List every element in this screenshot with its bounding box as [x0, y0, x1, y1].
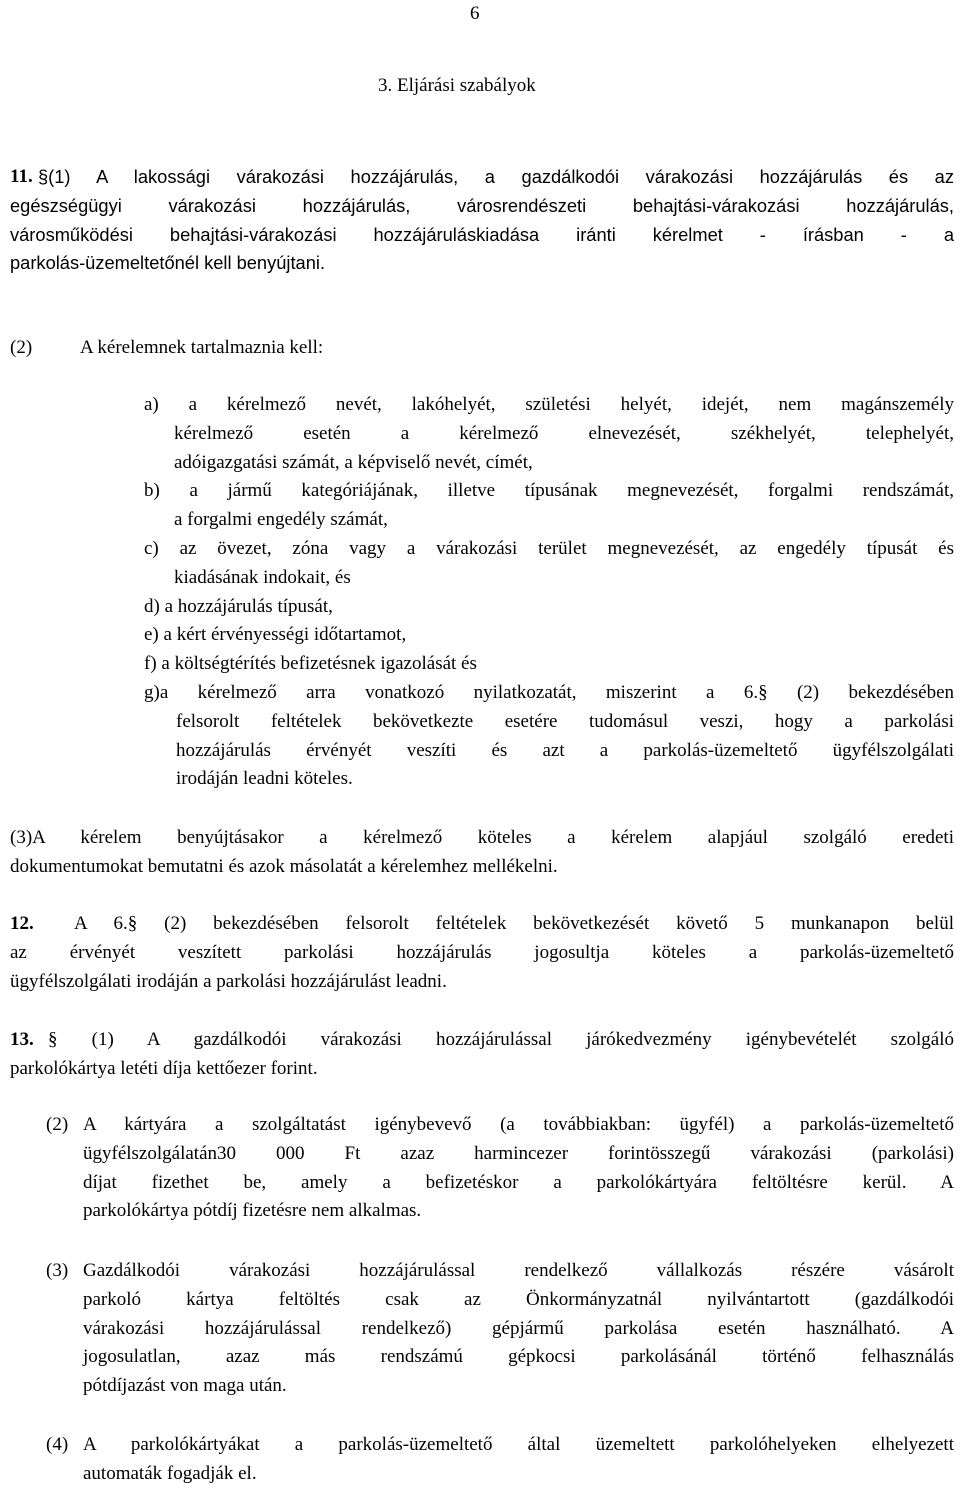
paragraph-line: ügyfélszolgálatán30 000 Ft azaz harmincezer forintösszegű várakozási (parkolási): [83, 1142, 954, 1164]
paragraph-line: dokumentumokat bemutatni és azok másolatát a kérelemhez mellékelni.: [10, 855, 558, 877]
paragraph-line: A parkolókártyákat a parkolás-üzemeltető által üzemeltett parkolóhelyeken elhelyezett: [83, 1434, 954, 1455]
paragraph-line: várakozási hozzájárulással rendelkező) gépjármű parkolása esetén használható. A: [83, 1317, 954, 1339]
section-13-2: [46, 1111, 954, 1226]
list-item-line: kiadásának indokait, és: [174, 566, 351, 588]
list-item: [144, 621, 954, 650]
requirements-list: [144, 391, 954, 794]
paragraph-line: Gazdálkodói várakozási hozzájárulással rendelkező vállalkozás részére vásárolt: [83, 1260, 954, 1281]
list-item-line: kérelmező esetén a kérelmező elnevezését, székhelyét, telephelyét,: [174, 422, 954, 444]
section-13: [10, 1026, 954, 1084]
paragraph-line: pótdíjazást von maga után.: [83, 1375, 287, 1397]
list-item-line: hozzájárulás érvényét veszíti és azt a parkolás-üzemeltető ügyfélszolgálati: [176, 739, 954, 761]
paragraph-line: városműködési behajtási-várakozási hozzájáruláskiadása iránti kérelmet - írásban - a: [10, 223, 954, 245]
section-11: [10, 163, 954, 278]
section-13-3: [46, 1257, 954, 1401]
section-12: [10, 910, 954, 996]
section-13-4: [46, 1431, 954, 1489]
section-13-number: 13.: [10, 1029, 34, 1050]
paragraph-line: az érvényét veszített parkolási hozzájárulás jogosultja köteles a parkolás-üzemeltető: [10, 941, 954, 963]
subsection-text: A kérelemnek tartalmaznia kell:: [80, 337, 324, 358]
list-item-line: adóigazgatási számát, a képviselő nevét, címét,: [174, 451, 533, 473]
list-item: [144, 535, 954, 593]
list-item-line: d) a hozzájárulás típusát,: [144, 595, 333, 617]
paragraph-line: ügyfélszolgálati irodáján a parkolási hozzájárulást leadni.: [10, 970, 447, 992]
subsection-label: (4): [46, 1434, 69, 1455]
list-item: [144, 477, 954, 535]
paragraph-line: díjat fizethet be, amely a befizetéskor a parkolókártyára feltöltésre kerül. A: [83, 1171, 954, 1193]
subsection-label: (3): [46, 1260, 69, 1281]
section-11-3: [10, 824, 954, 882]
paragraph-line: automaták fogadják el.: [83, 1462, 257, 1484]
paragraph-line: jogosulatlan, azaz más rendszámú gépkocsi parkolásánál történő felhasználás: [83, 1346, 954, 1368]
list-item-line: a forgalmi engedély számát,: [174, 509, 388, 531]
paragraph-line: §(1) A lakossági várakozási hozzájárulás, a gazdálkodói várakozási hozzájárulás és az: [38, 166, 954, 187]
list-item-line: irodáján leadni köteles.: [176, 768, 353, 790]
list-item-line: g)a kérelmező arra vonatkozó nyilatkozatát, miszerint a 6.§ (2) bekezdésében: [144, 681, 954, 703]
list-item-line: b) a jármű kategóriájának, illetve típusának megnevezését, forgalmi rendszámát,: [144, 480, 954, 502]
list-item-line: felsorolt feltételek bekövetkezte esetére tudomásul veszi, hogy a parkolási: [176, 710, 954, 732]
list-item-line: c) az övezet, zóna vagy a várakozási terület megnevezését, az engedély típusát és: [144, 537, 954, 559]
page-number: 6: [470, 3, 480, 24]
section-11-number: 11.: [10, 166, 33, 187]
page-title: 3. Eljárási szabályok: [378, 75, 536, 96]
list-item: [144, 391, 954, 477]
paragraph-line: egészségügyi várakozási hozzájárulás, városrendészeti behajtási-várakozási hozzájárulás,: [10, 194, 954, 216]
paragraph-line: (3)A kérelem benyújtásakor a kérelmező köteles a kérelem alapjául szolgáló eredeti: [10, 827, 954, 848]
list-item-line: a) a kérelmező nevét, lakóhelyét, születési helyét, idejét, nem magánszemély: [144, 394, 954, 415]
paragraph-line: A 6.§ (2) bekezdésében felsorolt feltételek bekövetkezését követő 5 munkanapon belül: [74, 913, 954, 934]
paragraph-line: parkoló kártya feltöltés csak az Önkormányzatnál nyilvántartott (gazdálkodói: [83, 1288, 954, 1310]
paragraph-line: parkolókártya letéti díja kettőezer forint.: [10, 1057, 318, 1079]
list-item: [144, 593, 954, 622]
subsection-label: (2): [46, 1114, 69, 1135]
paragraph-line: parkolókártya pótdíj fizetésre nem alkalmas.: [83, 1200, 422, 1222]
section-12-number: 12.: [10, 913, 34, 934]
subsection-label: (2): [10, 337, 33, 358]
list-item: [144, 679, 954, 794]
paragraph-line: A kártyára a szolgáltatást igénybevevő (a továbbiakban: ügyfél) a parkolás-üzemeltető: [83, 1114, 954, 1135]
list-item-line: e) a kért érvényességi időtartamot,: [144, 624, 407, 646]
paragraph-line: § (1) A gazdálkodói várakozási hozzájárulással járókedvezmény igénybevételét szolgáló: [48, 1029, 954, 1050]
list-item-line: f) a költségtérítés befizetésnek igazolását és: [144, 653, 477, 675]
paragraph-line: parkolás-üzemeltetőnél kell benyújtani.: [10, 252, 326, 274]
section-11-2: [10, 334, 610, 363]
list-item: [144, 650, 954, 679]
